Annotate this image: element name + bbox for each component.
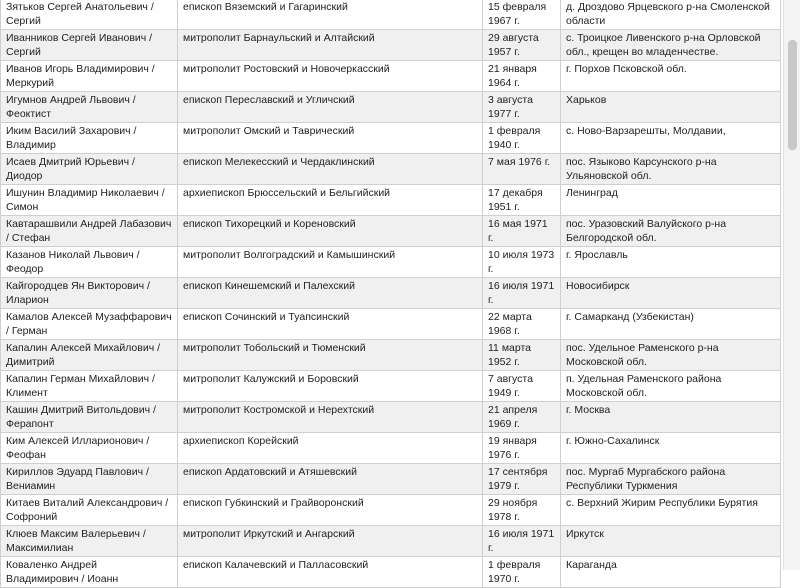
birth-date-cell: 15 февраля 1967 г. bbox=[483, 0, 561, 30]
title-cell: епископ Сочинский и Туапсинский bbox=[178, 309, 483, 340]
table-row bbox=[1, 340, 781, 371]
birthplace-cell: г. Самарканд (Узбекистан) bbox=[561, 309, 781, 340]
title-cell: епископ Ардатовский и Атяшевский bbox=[178, 464, 483, 495]
name-cell: Исаев Дмитрий Юрьевич / Диодор bbox=[1, 154, 178, 185]
birthplace-cell: с. Верхний Жирим Республики Бурятия bbox=[561, 495, 781, 526]
birth-date-cell: 11 марта 1952 г. bbox=[483, 340, 561, 371]
table-row bbox=[1, 526, 781, 557]
name-cell: Игумнов Андрей Львович / Феоктист bbox=[1, 92, 178, 123]
title-cell: епископ Переславский и Угличский bbox=[178, 92, 483, 123]
birth-date-cell: 19 января 1976 г. bbox=[483, 433, 561, 464]
name-cell: Казанов Николай Львович / Феодор bbox=[1, 247, 178, 278]
birthplace-cell: г. Ярославль bbox=[561, 247, 781, 278]
birthplace-cell: пос. Уразовский Валуйского р-на Белгородской обл. bbox=[561, 216, 781, 247]
name-cell: Иким Василий Захарович / Владимир bbox=[1, 123, 178, 154]
table-row bbox=[1, 402, 781, 433]
birthplace-cell: пос. Языково Карсунского р-на Ульяновской обл. bbox=[561, 154, 781, 185]
name-cell: Иванов Игорь Владимирович / Меркурий bbox=[1, 61, 178, 92]
title-cell: епископ Тихорецкий и Кореновский bbox=[178, 216, 483, 247]
name-cell: Кашин Дмитрий Витольдович / Ферапонт bbox=[1, 402, 178, 433]
table-row bbox=[1, 92, 781, 123]
title-cell: архиепископ Корейский bbox=[178, 433, 483, 464]
birth-date-cell: 29 ноября 1978 г. bbox=[483, 495, 561, 526]
name-cell: Капалин Алексей Михайлович / Димитрий bbox=[1, 340, 178, 371]
table-row bbox=[1, 30, 781, 61]
birth-date-cell: 22 марта 1968 г. bbox=[483, 309, 561, 340]
birth-date-cell: 1 февраля 1970 г. bbox=[483, 557, 561, 588]
name-cell: Китаев Виталий Александрович / Софроний bbox=[1, 495, 178, 526]
birth-date-cell: 17 сентября 1979 г. bbox=[483, 464, 561, 495]
birth-date-cell: 16 мая 1971 г. bbox=[483, 216, 561, 247]
title-cell: епископ Губкинский и Грайворонский bbox=[178, 495, 483, 526]
table-row bbox=[1, 216, 781, 247]
birthplace-cell: г. Москва bbox=[561, 402, 781, 433]
title-cell: епископ Калачевский и Палласовский bbox=[178, 557, 483, 588]
table-row bbox=[1, 185, 781, 216]
birthplace-cell: Иркутск bbox=[561, 526, 781, 557]
title-cell: митрополит Калужский и Боровский bbox=[178, 371, 483, 402]
name-cell: Зятьков Сергей Анатольевич / Сергий bbox=[1, 0, 178, 30]
name-cell: Ким Алексей Илларионович / Феофан bbox=[1, 433, 178, 464]
table-row bbox=[1, 278, 781, 309]
title-cell: митрополит Волгоградский и Камышинский bbox=[178, 247, 483, 278]
name-cell: Кириллов Эдуард Павлович / Вениамин bbox=[1, 464, 178, 495]
table-row bbox=[1, 247, 781, 278]
birth-date-cell: 16 июля 1971 г. bbox=[483, 278, 561, 309]
birthplace-cell: пос. Удельное Раменского р-на Московской обл. bbox=[561, 340, 781, 371]
title-cell: митрополит Костромской и Нерехтский bbox=[178, 402, 483, 433]
name-cell: Кавтарашвили Андрей Лабазович / Стефан bbox=[1, 216, 178, 247]
birth-date-cell: 7 августа 1949 г. bbox=[483, 371, 561, 402]
name-cell: Иванников Сергей Иванович / Сергий bbox=[1, 30, 178, 61]
name-cell: Камалов Алексей Музаффарович / Герман bbox=[1, 309, 178, 340]
birthplace-cell: с. Ново-Варзарешты, Молдавии, bbox=[561, 123, 781, 154]
title-cell: митрополит Омский и Таврический bbox=[178, 123, 483, 154]
title-cell: епископ Кинешемский и Палехский bbox=[178, 278, 483, 309]
birthplace-cell: с. Троицкое Ливенского р-на Орловской обл., крещен во младенчестве. bbox=[561, 30, 781, 61]
name-cell: Капалин Герман Михайлович / Климент bbox=[1, 371, 178, 402]
table-row bbox=[1, 495, 781, 526]
birth-date-cell: 16 июля 1971 г. bbox=[483, 526, 561, 557]
title-cell: епископ Мелекесский и Чердаклинский bbox=[178, 154, 483, 185]
birthplace-cell: г. Порхов Псковской обл. bbox=[561, 61, 781, 92]
table-row bbox=[1, 0, 781, 30]
title-cell: архиепископ Брюссельский и Бельгийский bbox=[178, 185, 483, 216]
birth-date-cell: 1 февраля 1940 г. bbox=[483, 123, 561, 154]
title-cell: митрополит Барнаульский и Алтайский bbox=[178, 30, 483, 61]
table-row bbox=[1, 433, 781, 464]
name-cell: Коваленко Андрей Владимирович / Иоанн bbox=[1, 557, 178, 588]
name-cell: Ишунин Владимир Николаевич / Симон bbox=[1, 185, 178, 216]
title-cell: епископ Вяземский и Гагаринский bbox=[178, 0, 483, 30]
birth-date-cell: 10 июля 1973 г. bbox=[483, 247, 561, 278]
table-row bbox=[1, 557, 781, 588]
birthplace-cell: Новосибирск bbox=[561, 278, 781, 309]
scrollbar-thumb[interactable] bbox=[788, 40, 797, 150]
name-cell: Клюев Максим Валерьевич / Максимилиан bbox=[1, 526, 178, 557]
title-cell: митрополит Ростовский и Новочеркасский bbox=[178, 61, 483, 92]
birth-date-cell: 21 января 1964 г. bbox=[483, 61, 561, 92]
birth-date-cell: 7 мая 1976 г. bbox=[483, 154, 561, 185]
vertical-scrollbar[interactable] bbox=[783, 0, 800, 570]
title-cell: митрополит Иркутский и Ангарский bbox=[178, 526, 483, 557]
title-cell: митрополит Тобольский и Тюменский bbox=[178, 340, 483, 371]
birthplace-cell: г. Южно-Сахалинск bbox=[561, 433, 781, 464]
birthplace-cell: п. Удельная Раменского района Московской обл. bbox=[561, 371, 781, 402]
table-row bbox=[1, 464, 781, 495]
birth-date-cell: 17 декабря 1951 г. bbox=[483, 185, 561, 216]
birthplace-cell: д. Дроздово Ярцевского р-на Смоленской области bbox=[561, 0, 781, 30]
birthplace-cell: Ленинград bbox=[561, 185, 781, 216]
table-row bbox=[1, 371, 781, 402]
birthplace-cell: пос. Мургаб Мургабского района Республики Туркмения bbox=[561, 464, 781, 495]
bishops-table-body bbox=[1, 0, 781, 588]
birth-date-cell: 3 августа 1977 г. bbox=[483, 92, 561, 123]
birthplace-cell: Харьков bbox=[561, 92, 781, 123]
birth-date-cell: 29 августа 1957 г. bbox=[483, 30, 561, 61]
table-row bbox=[1, 154, 781, 185]
table-row bbox=[1, 61, 781, 92]
birthplace-cell: Караганда bbox=[561, 557, 781, 588]
name-cell: Кайгородцев Ян Викторович / Иларион bbox=[1, 278, 178, 309]
table-row bbox=[1, 123, 781, 154]
table-row bbox=[1, 309, 781, 340]
birth-date-cell: 21 апреля 1969 г. bbox=[483, 402, 561, 433]
